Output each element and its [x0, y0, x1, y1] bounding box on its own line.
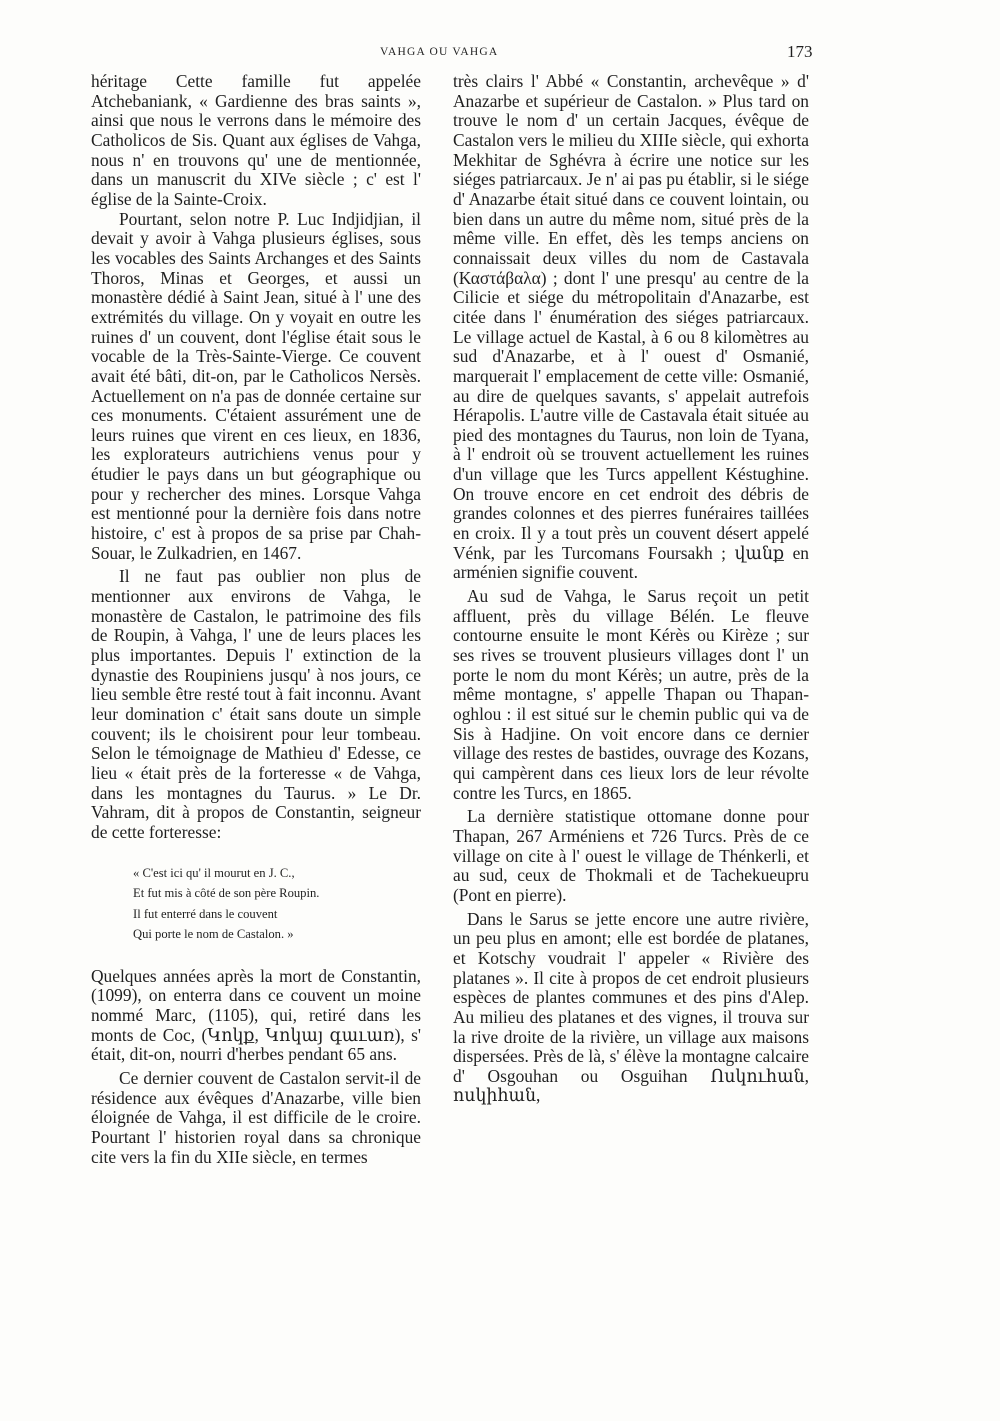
verse-line: Qui porte le nom de Castalon. »: [133, 927, 294, 942]
page-number: 173: [787, 42, 813, 61]
paragraph: Quelques années après la mort de Constantin, (1099), on enterra dans ce couvent un moine nommé Marc, (1105), qui, retiré dans les monts de Coc, (Կոկք, Կոկայ գաւառ), s' était, dit-on, nourri d'herbes pendant 65 ans.: [91, 965, 421, 1065]
verse-line: « C'est ici qu' il mourut en J. C.,: [133, 865, 295, 880]
paragraph: La dernière statistique ottomane donne pour Thapan, 267 Arméniens et 726 Turcs. Près de ce village on cite à l' ouest le village de Thénkerli, et au sud, ceux de Thokmali et de Tachekueupru (Pont en pierre).: [453, 806, 809, 905]
paragraph: Il ne faut pas oublier non plus de mentionner aux environs de Vahga, le monastère de Castalon, le patrimoine des fils de Roupin, à Vahga, l' une de leurs places les plus importantes. Depuis l' extinction de la dynastie des Roupiniens jusqu' à nos jours, ce lieu semble être resté tout à fait inconnu. Avant leur domination c' était sans doute un simple couvent; ils le choisirent pour leur tombeau. Selon le témoignage de Mathieu d' Edesse, ce lieu « était près de la forteresse « de Vahga, dans les montagnes du Taurus. » Le Dr. Vahram, dit à propos de Constantin, seigneur de cette forteresse:: [91, 566, 421, 842]
verse-line: Il fut enterré dans le couvent: [133, 906, 278, 921]
running-title: VAHGA OU VAHGA: [380, 46, 499, 58]
page-header: [0, 42, 1000, 64]
paragraph: héritage Cette famille fut appelée Atchebaniank, « Gardienne des bras saints », ainsi que nous le verrons dans le mémoire des Catholicos de Sis. Quant aux églises de Vahga, nous n' en trouvons qu' une de mentionnée, dans un manuscrit du XIVe siècle ; c' est l' église de la Sainte-Croix.: [91, 71, 421, 209]
paragraph: Ce dernier couvent de Castalon servit-il de résidence aux évêques d'Anazarbe, ville bien éloignée de Vahga, il est difficile de le croire. Pourtant l' historien royal dans sa chronique cite vers la fin du XIIe siècle, en termes: [91, 1067, 421, 1167]
paragraph: Pourtant, selon notre P. Luc Indjidjian, il devait y avoir à Vahga plusieurs églises, sous les vocables des Saints Archanges et des Saints Thoros, Minas et Georges, et aussi un monastère dédié à Saint Jean, situé à l' une des extrémités du village. On y voyait en outre les ruines d' un couvent, dont l'église était sous le vocable de la Très-Sainte-Vierge. Ce couvent avait été bâti, dit-on, par le Catholicos Nersès. Actuellement on n'a pas de donnée certaine sur ces monuments. C'étaient assurément une de leurs ruines que virent en ces lieux, en 1836, les explorateurs autrichiens venus pour y étudier le pays dans un but géographique ou pour y rechercher des mines. Lorsque Vahga est mentionné pour la dernière fois dans notre histoire, c' est à propos de sa prise par Chah-Souar, le Zulkadrien, en 1467.: [91, 208, 421, 563]
verse-quote: [133, 863, 421, 945]
verse-line: Et fut mis à côté de son père Roupin.: [133, 886, 320, 901]
paragraph: Au sud de Vahga, le Sarus reçoit un petit affluent, près du village Bélén. Le fleuve contourne ensuite le mont Kérès ou Kirèze ; sur ses rives se trouvent plusieurs villages dont l' un porte le nom du mont Kérès; un autre, près de la même montagne, s' appelle Thapan ou Thapan-oghlou : il est situé sur le chemin public qui va de Sis à Hadjine. On voit encore dans ce dernier village des restes de bastides, ouvrage des Kozans, qui campèrent dans ces lieux lors de leur révolte contre les Turcs, en 1865.: [453, 586, 809, 803]
left-column: [91, 72, 421, 1167]
right-column: [453, 72, 809, 1106]
paragraph: très clairs l' Abbé « Constantin, archevêque » d' Anazarbe et supérieur de Castalon. » Plus tard on trouve le nom d' un certain Jacques, évêque de Castalon vers le milieu du XIIIe siècle, qui exhorta Mekhitar de Sghévra à écrire une notice sur les siéges patriarcaux. Je n' ai pas pu établir, si le siége d' Anazarbe était situé dans ce couvent lointain, ou bien dans un autre du même nom, situé près de la même ville. En effet, dès les temps anciens on connaissait deux villes du nom de Castavala (Καστάβαλα) ; dont l' une presqu' au centre de la Cilicie et siége du métropolitain d'Anazarbe, est citée dans l' énumération des siéges patriarcaux. Le village actuel de Kastal, à 6 ou 8 kilomètres au sud d'Anazarbe, et à l' ouest d' Osmanié, marquerait l' emplacement de cette ville: Osmanié, au dire de quelques savants, s' appelait autrefois Hérapolis. L'autre ville de Castavala était située au pied des montagnes du Taurus, non loin de Tyana, à l' endroit où se trouvent actuellement les ruines d'un village que les Turcs appellent Késtughine. On trouve encore en cet endroit des débris de grandes colonnes et des pierres funéraires taillées en croix. Il y a tout près un couvent désert appelé Vénk, par les Turcomans Foursakh ; վանք en arménien signifie couvent.: [453, 71, 809, 583]
paragraph: Dans le Sarus se jette encore une autre rivière, un peu plus en amont; elle est bordée de platanes, et Kotschy voudrait l' appeler « Rivière des platanes ». Il cite à propos de cet endroit plusieurs espèces de plantes communes et des pins d'Alep. Au milieu des platanes et des vignes, il trouva sur la rive droite de la rivière, un village aux maisons dispersées. Près de là, s' élève la montagne calcaire d' Osgouhan ou Osguihan Ոսկուհան, ոսկիհան,: [453, 908, 809, 1106]
